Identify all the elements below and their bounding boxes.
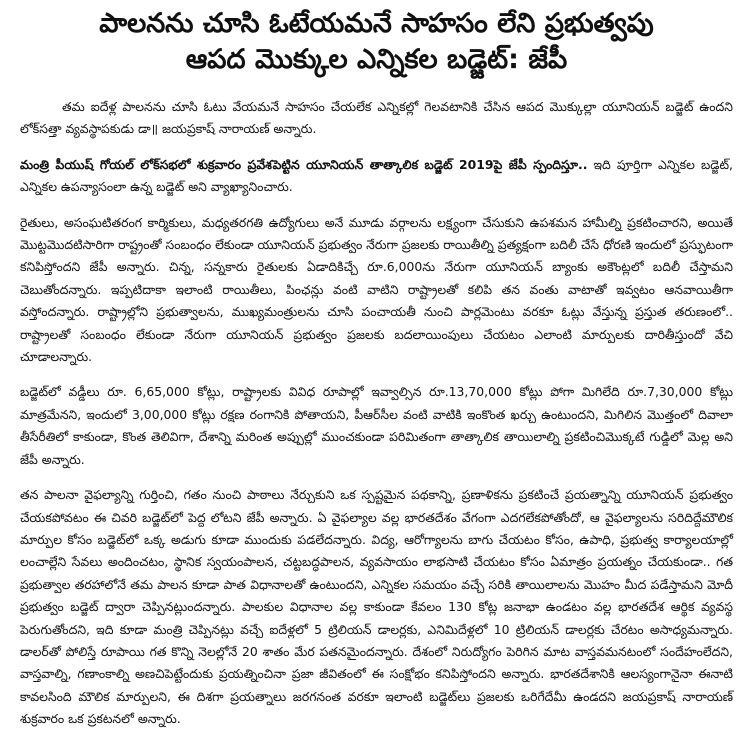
headline-line-2: ఆపద మొక్కుల ఎన్నికల బడ్జెట్: జేపీ — [185, 44, 568, 75]
paragraph-policy-critique: తన పాలనా వైఫల్యాన్ని గుర్తించి, గతం నుంచి పాఠాలు నేర్చుకుని ఒక స్పష్టమైన పథకాన్ని, ప్రణాళికను ప్రకటించే ప్రయత్నాన్ని యూనియన్ ప్రభుత్వం చేయకపోవటం ఈ చివరి బడ్జెట్‌లో పెద్ద లోటని జేపీ అన్నారు. ఏ వైఫల్యాల వల్ల భారతదేశం వేగంగా ఎదగలేకపోతోందో, ఆ వైఫల్యాలను సరిదిద్దేమౌలిక మార్పుల కోసం బడ్జెట్‌లో ఒక్క అడుగు కూడా ముందుకు పడలేదన్నారు. విద్య, ఆరోగ్యాలను బాగు చేయటం కోసం, ఉపాధి, ప్రభుత్వ కార్యాలయాల్లో లంచాల్లేని సేవలు అందించటం, స్థానిక స్వయంపాలన, చట్టబద్ధపాలన, వ్యవసాయం లాభసాటి చేయటం కోసం ఏమాత్రం ప్రయత్నం చేయకుండా.. గత ప్రభుత్వాల తరహాలోనే తమ పాలన కూడా పాత విధానాలతో ఉంటుందని, ఎన్నికల సమయం వచ్చే సరికి తాయిలాలను మొహం మీద పడేస్తామని మోదీ ప్రభుత్వం బడ్జెట్ ద్వారా చెప్పినట్లుందన్నారు. పాలకుల విధానాల వల్ల కాకుండా కేవలం 130 కోట్ల జనాభా ఉండటం వల్ల భారతదేశ ఆర్థిక వ్యవస్థ పెరుగుతోందని, ఇది కూడా మంత్రి చెప్పినట్లు వచ్చే ఐదేళ్లలో 5 ట్రిలియన్ డాలర్లకు, ఎనిమిదేళ్లలో 10 ట్రిలియన్ డాలర్లకు చేరటం అసాధ్యమన్నారు. డాలర్‌తో పోలిస్తే రూపాయి గత కొన్ని నెలల్లోనే 20 శాతం మేర పతనమైందన్నారు. దేశంలో నిరుద్యోగం పెరిగిన మాట వాస్తవమనటంలో సందేహంలేదని, వాస్తవాల్ని, గణాంకాల్ని అణచిపెట్టేందుకు ప్రయత్నించినా ప్రజా జీవితంలో ఈ సంక్షోభం కనిపిస్తోందని అన్నారు. భారతదేశానికి ఆలస్యంగానైనా ఈనాటి కావలసింది మౌలిక మార్పులని, ఈ దిశగా ప్రయత్నాలు జరగనంత వరకూ ఇలాంటి బడ్జెట్‌లు ప్రజలకు ఒరిగేదేమీ ఉండదని జయప్రకాష్ నారాయణ్ శుక్రవారం ఒక ప్రకటనలో అన్నారు. — [20, 487, 733, 727]
paragraph-budget-figures: బడ్జెట్‌లో వడ్డీలు రూ. 6,65,000 కోట్లు, రాష్ట్రాలకు వివిధ రూపాల్లో ఇవ్వాల్సిన రూ.13,70,000 కోట్లు పోగా మిగిలేది రూ.7,30,000 కోట్లు మాత్రమేనని, ఇందులో 3,00,000 కోట్లు రక్షణ రంగానికి పోతాయని, పీఆర్‌సీల వంటి వాటికి ఇంకొంత ఖర్చు ఉంటుందని, మిగిలిన మొత్తంలో దివాలా తీసేరీతిలో కాకుండా, కొంత తెలివిగా, దేశాన్ని మరింత అప్పుల్లో ముంచకుండా పరిమితంగా తాత్కాలిక తాయిలాల్ని ప్రకటించిమొక్కటే గుడ్డిలో మెల్ల అని జేపీ అన్నారు. — [20, 384, 733, 467]
paragraph-intro: తమ ఐదేళ్ల పాలనను చూసి ఓటు వేయమనే సాహసం చేయలేక ఎన్నికల్లో గెలవటానికి చేసిన ఆపద మొక్కుల్లా యూనియన్ బడ్జెట్ ఉందని లోక్‌సత్తా వ్యవస్థాపకుడు డా॥ జయప్రకాష్ నారాయణ్ అన్నారు. — [20, 99, 733, 137]
paragraph-budget-reaction — [20, 154, 733, 199]
article-body — [20, 96, 733, 731]
paragraph-lead-bold: మంత్రి పీయుష్ గోయల్ లోక్‌సభలో శుక్రవారం ప్రవేశపెట్టిన యూనియన్ తాత్కాలిక బడ్జెట్ 2019పై జేపీ స్పందిస్తూ.. — [20, 156, 588, 172]
paragraph-direct-transfers: రైతులు, అసంఘటితరంగ కార్మికులు, మధ్యతరగతి ఉద్యోగులు అనే మూడు వర్గాలను లక్ష్యంగా చేసుకుని ఉపశమన హామీల్ని ప్రకటించారని, అయితే మొట్టమొదటిసారిగా రాష్ట్రంతో సంబంధం లేకుండా యూనియన్ ప్రభుత్వం నేరుగా ప్రజలకు రాయితీల్ని ప్రత్యక్షంగా బదిలీ చేసే ధోరణి ఇందులో ప్రస్ఫుటంగా కనిపిస్తోందని జేపీ అన్నారు. చిన్న, సన్నకారు రైతులకు ఏడాదికిచ్చే రూ.6,000ను నేరుగా యూనియన్ బ్యాంకు అకౌంట్లలో బదిలీ చేస్తామని చెబుతోందన్నారు. ఇప్పటిదాకా ఇలాంటి రాయితీలు, పింఛన్లు వంటి వాటిని రాష్ట్రాలతో కలిపి తన వంతు వాటాతో ఇవ్వటం ఆనవాయితీగా వస్తోందన్నారు. రాష్ట్రాల్లోని ప్రభుత్వాలను, ముఖ్యమంత్రులను చూసి పంచాయతీ నుంచి పార్లమెంటు వరకూ ఓట్లు వేస్తున్న ప్రస్తుత తరుణంలో.. రాష్ట్రాలతో సంబంధం లేకుండా నేరుగా యూనియన్ ప్రభుత్వం ప్రజలకు బదలాయింపులు చేయటం ఎలాంటి మార్పులకు దారితీస్తుందో వేచి చూడాలన్నారు. — [20, 214, 733, 365]
paragraph-lead-rest: ఇది పూర్తిగా ఎన్నికల బడ్జెట్, ఎన్నికల ఉపన్యాసంలా ఉన్న బడ్జెట్ అని వ్యాఖ్యానించారు. — [20, 156, 733, 195]
headline — [20, 6, 733, 78]
headline-line-1: పాలనను చూసి ఓటేయమనే సాహసం లేని ప్రభుత్వపు — [99, 8, 654, 39]
